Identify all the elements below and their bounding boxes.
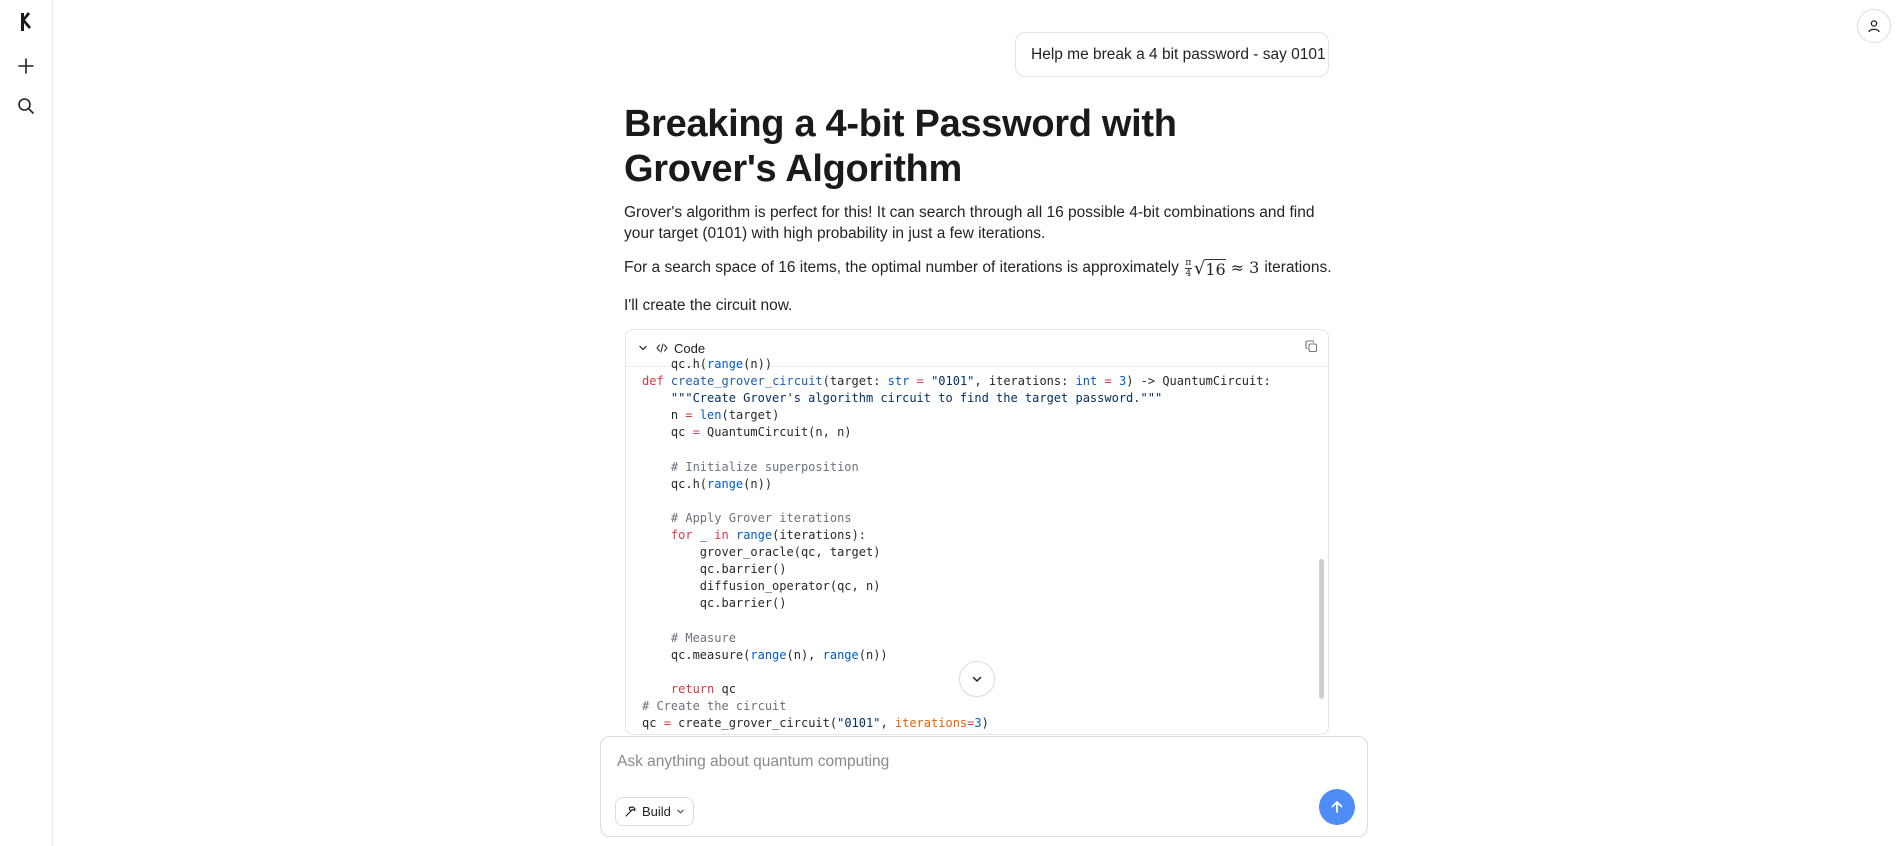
paragraph-2-text-end: iterations. xyxy=(1264,259,1332,276)
code-line: qc.h(range(n)) xyxy=(642,476,773,491)
code-line: qc = QuantumCircuit(n, n) xyxy=(642,425,852,440)
response-paragraph-2 xyxy=(624,258,1330,279)
code-line: for _ in range(iterations): xyxy=(670,527,867,542)
math-radicand: 16 xyxy=(1205,259,1226,279)
copy-icon[interactable] xyxy=(1305,340,1318,353)
code-line: diffusion_operator(qc, n) xyxy=(642,579,881,594)
code-scrollbar[interactable] xyxy=(1319,559,1324,699)
code-line: grover_oracle(qc, target) xyxy=(642,545,881,560)
chevron-down-icon xyxy=(971,673,983,685)
paragraph-2-text: For a search space of 16 items, the optimal number of iterations is approximately xyxy=(624,259,1179,276)
math-denominator: 4 xyxy=(1185,268,1192,279)
code-line: return qc xyxy=(670,681,736,696)
code-line: # Initialize superposition xyxy=(642,459,859,474)
code-line: qc.h(range(n)) xyxy=(642,357,773,371)
sidebar xyxy=(0,0,53,846)
code-line: qc.barrier() xyxy=(642,562,787,577)
code-line: n = len(target) xyxy=(642,408,780,423)
arrow-up-icon xyxy=(1329,799,1345,815)
math-numerator: π xyxy=(1185,257,1192,268)
chat-composer xyxy=(600,736,1368,837)
plus-icon xyxy=(17,57,35,75)
hammer-icon xyxy=(624,805,637,818)
code-line: # Measure xyxy=(642,630,736,645)
code-line: def create_grover_circuit(target: str = "0101", iterations: int = 3) -> QuantumCircuit: xyxy=(642,374,1271,389)
math-approx: ≈ 3 xyxy=(1230,258,1260,277)
code-line: """Create Grover's algorithm circuit to find the target password.""" xyxy=(670,391,1163,406)
search-button[interactable] xyxy=(10,90,42,122)
code-block-label: Code xyxy=(674,340,706,356)
assistant-message xyxy=(624,102,1330,316)
user-message: Help me break a 4 bit password - say 0101 xyxy=(1015,32,1329,77)
user-icon xyxy=(1867,19,1881,33)
math-fraction xyxy=(1185,259,1192,278)
code-content xyxy=(642,356,1271,732)
send-button[interactable] xyxy=(1319,789,1355,825)
search-icon xyxy=(17,97,35,115)
mode-selector[interactable] xyxy=(615,797,694,826)
chevron-down-icon[interactable] xyxy=(638,343,648,353)
user-menu-button[interactable] xyxy=(1857,9,1891,43)
chevron-down-icon xyxy=(676,807,685,816)
scroll-to-bottom-button[interactable] xyxy=(959,661,995,697)
response-heading: Breaking a 4-bit Password with Grover's Algorithm xyxy=(624,103,1177,190)
math-expression xyxy=(1185,258,1260,279)
response-paragraph-1: Grover's algorithm is perfect for this! It can search through all 16 possible 4-bit combinations and find your target (0101) with high probability in just a few iterations. xyxy=(624,204,1315,242)
code-line: qc.barrier() xyxy=(642,596,787,611)
code-icon xyxy=(656,343,668,353)
code-line: qc = create_grover_circuit("0101", iterations=3) xyxy=(642,715,989,730)
logo-icon[interactable] xyxy=(10,6,42,38)
code-line: # Apply Grover iterations xyxy=(642,510,852,525)
new-chat-button[interactable] xyxy=(10,50,42,82)
code-line: # Create the circuit xyxy=(642,698,787,713)
chat-input[interactable] xyxy=(617,749,1317,775)
mode-label: Build xyxy=(642,804,671,819)
math-sqrt: √ 16 xyxy=(1193,257,1226,279)
response-paragraph-3: I'll create the circuit now. xyxy=(624,296,793,314)
code-line: qc.measure(range(n), range(n)) xyxy=(642,647,888,662)
